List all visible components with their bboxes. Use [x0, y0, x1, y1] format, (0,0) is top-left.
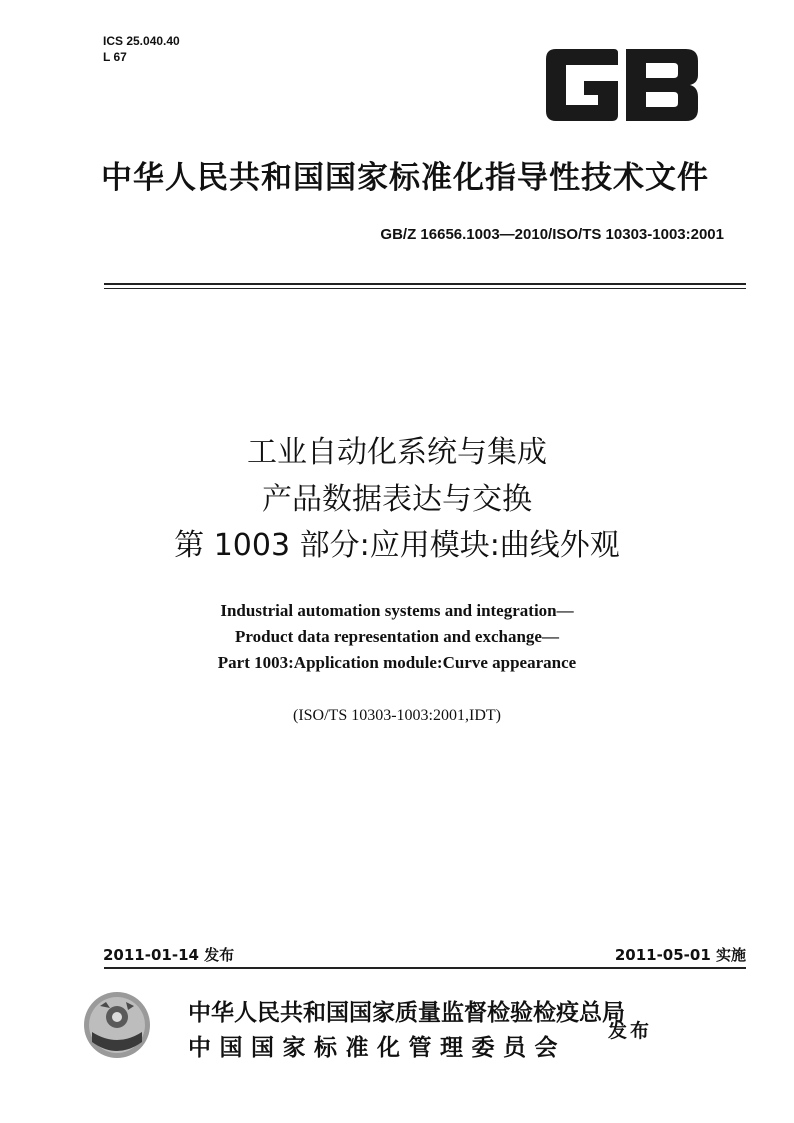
document-code: GB/Z 16656.1003—2010/ISO/TS 10303-1003:2001 [380, 226, 724, 243]
title-en-line-1: Industrial automation systems and integration— [220, 601, 574, 620]
issue-action: 发布 [608, 1020, 653, 1042]
issuer-sac: 中国国家标准化管理委员会 [188, 1035, 566, 1061]
official-seal-icon [82, 990, 152, 1060]
ccs-code: L 67 [103, 50, 127, 64]
implementation-date: 2011-05-01 实施 [614, 946, 746, 964]
adoption-note: (ISO/TS 10303-1003:2001,IDT) [293, 707, 501, 724]
header-rule-thin [104, 288, 746, 289]
issuer-aqsiq: 中华人民共和国国家质量监督检验检疫总局 [188, 1000, 625, 1026]
title-cn-line-1: 工业自动化系统与集成 [247, 435, 547, 470]
title-en-line-3: Part 1003:Application module:Curve appearance [217, 653, 577, 672]
document-type: 中华人民共和国国家标准化指导性技术文件 [101, 160, 709, 196]
title-en-line-2: Product data representation and exchange— [235, 627, 559, 646]
ics-code: ICS 25.040.40 [103, 34, 180, 48]
issue-date: 2011-01-14 发布 [103, 946, 235, 964]
header-rule [104, 283, 746, 285]
gb-logo [540, 45, 702, 125]
classification-codes [103, 33, 180, 65]
title-cn-line-2: 产品数据表达与交换 [262, 482, 532, 517]
footer-rule [104, 967, 746, 969]
title-cn-line-3: 第 1003 部分:应用模块:曲线外观 [174, 528, 620, 563]
